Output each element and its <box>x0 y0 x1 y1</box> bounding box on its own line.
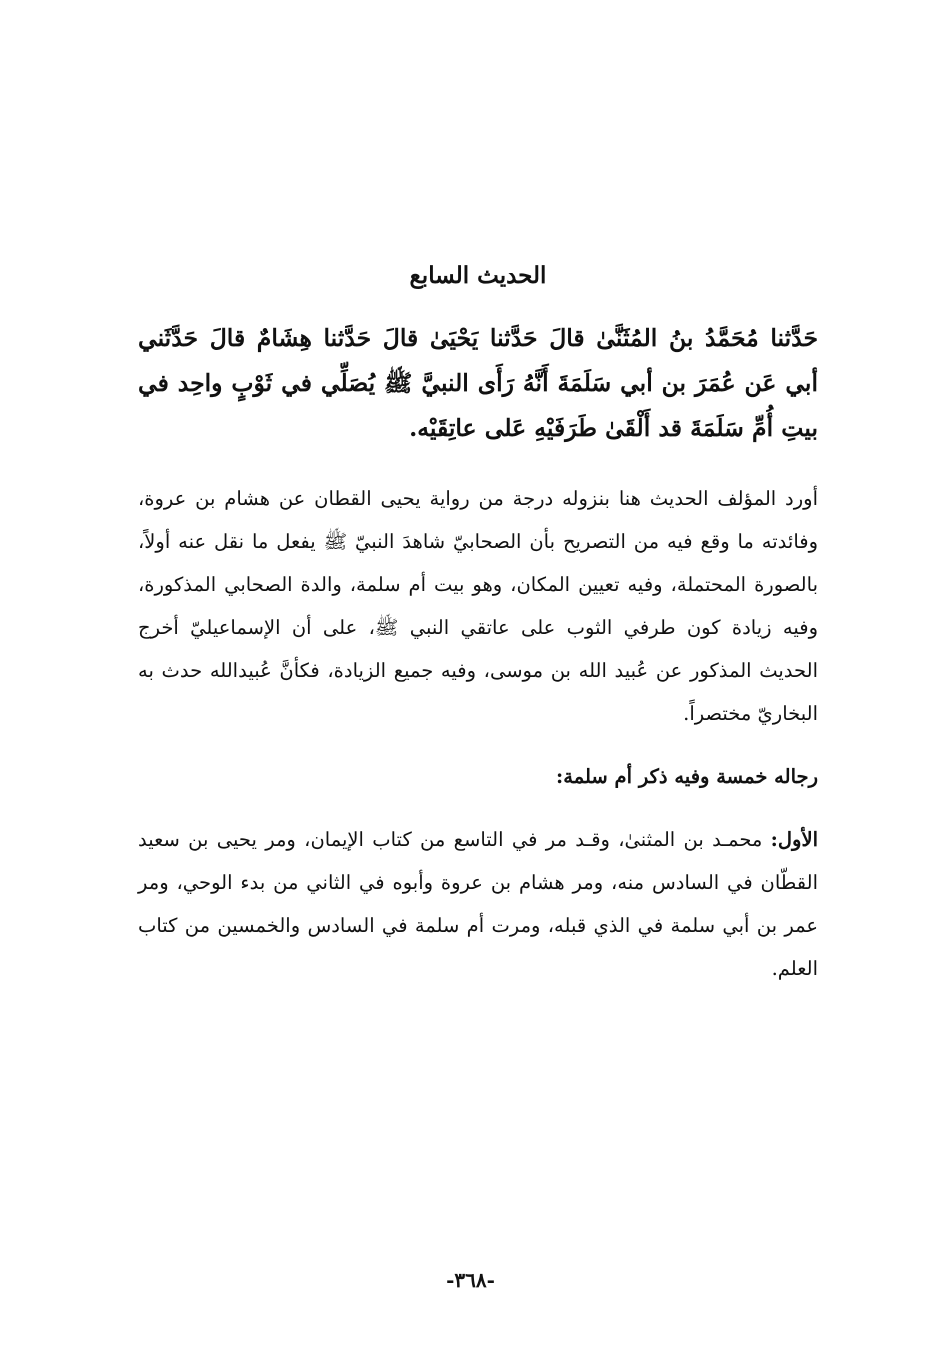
hadith-text: حَدَّثنا مُحَمَّدُ بنُ المُثَنَّىٰ قالَ حَدَّثنا يَحْيَىٰ قالَ حَدَّثنا هِشَامٌ قالَ حَدَّثَني أبي عَن عُمَرَ بن أبي سَلَمَةَ أَنَّهُ رَأَى النبيَّ ﷺ يُصَلِّي في ثَوْبٍ واحِد في بيتِ أُمِّ سَلَمَةَ قد أَلْقَىٰ طَرَفَيْهِ عَلى عاتِقَيْه. <box>138 324 818 442</box>
narrator-first-text: محمـد بن المثنىٰ، وقـد مر في التاسع من كتاب الإيمان، ومر يحيى بن سعيد القطّان في السادس منه، ومر هشام بن عروة وأبوه في الثاني من بدء الوحي، ومر عمر بن أبي سلمة في الذي قبله، ومرت أم سلمة في السادس والخمسين من كتاب العلم. <box>138 828 818 980</box>
narrator-first-label: الأول: <box>770 828 818 851</box>
narrators-heading: رجاله خمسة وفيه ذكر أم سلمة: <box>556 765 818 788</box>
page-number: -٣٦٨- <box>446 1268 495 1292</box>
hadith-title: الحديث السابع <box>409 262 547 289</box>
narrators-paragraph <box>138 818 818 990</box>
commentary-paragraph: أورد المؤلف الحديث هنا بنزوله درجة من رواية يحيى القطان عن هشام بن عروة، وفائدته ما وقع فيه من التصريح بأن الصحابيّ شاهدَ النبيّ ﷺ يفعل ما نقل عنه أولاً، بالصورة المحتملة، وفيه تعيين المكان، وهو بيت أم سلمة، والدة الصحابي المذكورة، وفيه زيادة كون طرفي الثوب على عاتقي النبي ﷺ، على أن الإسماعيليّ أخرج الحديث المذكور عن عُبيد الله بن موسى، وفيه جميع الزيادة، فكأنَّ عُبيدالله حدث به البخاريّ مختصراً. <box>138 487 818 725</box>
